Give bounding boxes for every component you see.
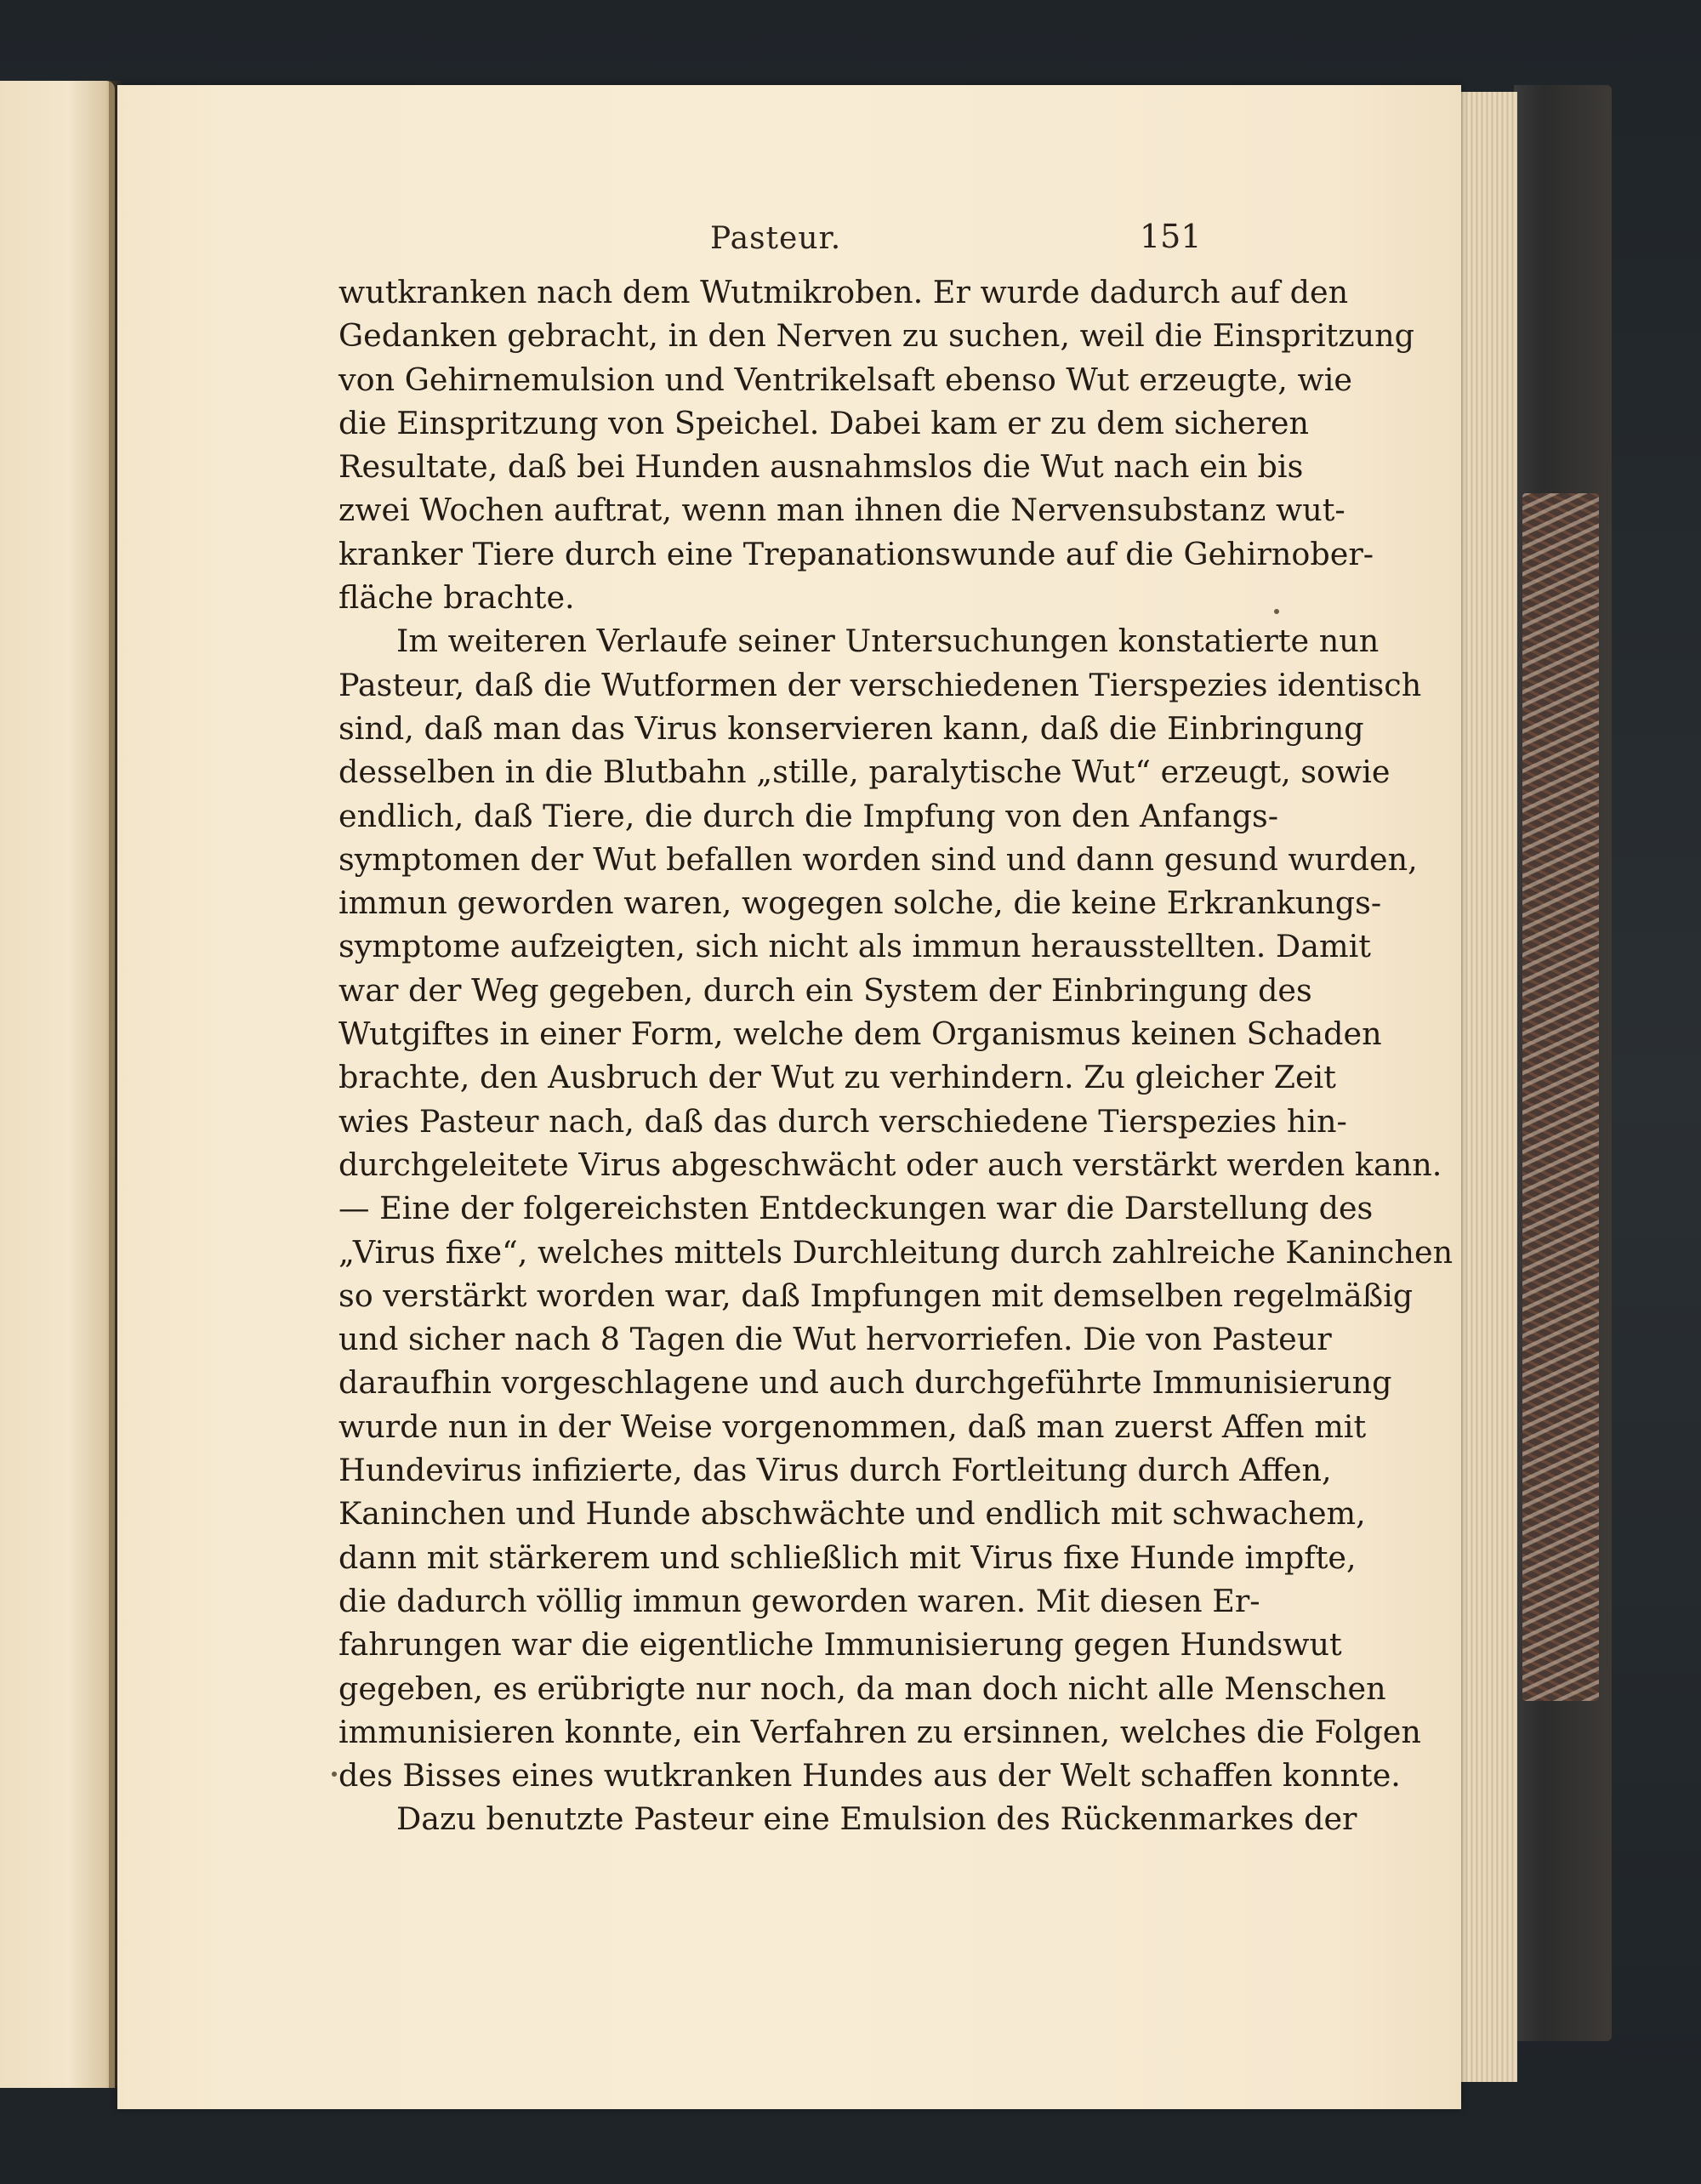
- text-line: Pasteur, daß die Wutformen der verschiedenen Tierspezies identisch: [338, 666, 1422, 703]
- page-number: 151: [1140, 218, 1202, 255]
- text-line: endlich, daß Tiere, die durch die Impfung von den Anfangs-: [338, 797, 1279, 834]
- text-line: symptomen der Wut befallen worden sind und dann gesund wurden,: [338, 840, 1418, 878]
- text-line: von Gehirnemulsion und Ventrikelsaft ebenso Wut erzeugte, wie: [338, 361, 1352, 398]
- text-line: wutkranken nach dem Wutmikroben. Er wurde dadurch auf den: [338, 274, 1349, 310]
- facing-page-edge: [0, 81, 115, 2088]
- page-stack-edges: [1456, 92, 1517, 2082]
- text-line: Hundevirus infizierte, das Virus durch Fortleitung durch Affen,: [338, 1452, 1332, 1489]
- running-head: Pasteur.: [710, 221, 842, 256]
- text-line: die dadurch völlig immun geworden waren. Mit diesen Er-: [338, 1582, 1260, 1619]
- text-line: und sicher nach 8 Tagen die Wut hervorriefen. Die von Pasteur: [338, 1321, 1332, 1358]
- text-line: symptome aufzeigten, sich nicht als immun herausstellten. Damit: [338, 928, 1371, 965]
- text-line: dann mit stärkerem und schließlich mit Virus fixe Hunde impfte,: [338, 1538, 1357, 1576]
- text-line: kranker Tiere durch eine Trepanationswunde auf die Gehirnober-: [338, 535, 1374, 572]
- page-header: [340, 213, 1202, 264]
- text-line: zwei Wochen auftrat, wenn man ihnen die Nervensubstanz wut-: [338, 492, 1345, 529]
- paper-speck: [1274, 609, 1279, 614]
- text-line: durchgeleitete Virus abgeschwächt oder auch verstärkt werden kann.: [338, 1146, 1442, 1183]
- text-line: Wutgiftes in einer Form, welche dem Organismus keinen Schaden: [338, 1015, 1382, 1053]
- text-line: des Bisses eines wutkranken Hundes aus der Welt schaffen konnte.: [338, 1757, 1401, 1794]
- text-line: daraufhin vorgeschlagene und auch durchgeführte Immunisierung: [338, 1364, 1392, 1402]
- text-line: desselben in die Blutbahn „stille, paralytische Wut“ erzeugt, sowie: [338, 754, 1391, 791]
- text-line: Kaninchen und Hunde abschwächte und endlich mit schwachem,: [338, 1495, 1366, 1533]
- marbled-cover-edge: [1522, 493, 1599, 1701]
- text-line: war der Weg gegeben, durch ein System der Einbringung des: [338, 971, 1312, 1009]
- text-line: gegeben, es erübrigte nur noch, da man doch nicht alle Menschen: [338, 1669, 1386, 1707]
- text-line: wurde nun in der Weise vorgenommen, daß man zuerst Affen mit: [338, 1408, 1367, 1445]
- paper-speck: [332, 1772, 337, 1777]
- text-line: wies Pasteur nach, daß das durch verschiedene Tierspezies hin-: [338, 1102, 1347, 1140]
- text-line: Gedanken gebracht, in den Nerven zu suchen, weil die Einspritzung: [338, 317, 1414, 355]
- text-line: Dazu benutzte Pasteur eine Emulsion des Rückenmarkes der: [396, 1800, 1357, 1838]
- text-line: fahrungen war die eigentliche Immunisierung gegen Hundswut: [338, 1626, 1342, 1664]
- text-line: die Einspritzung von Speichel. Dabei kam er zu dem sicheren: [338, 404, 1309, 441]
- body-text: [338, 270, 1454, 1841]
- text-line: fläche brachte.: [338, 579, 575, 617]
- text-line: immunisieren konnte, ein Verfahren zu ersinnen, welches die Folgen: [338, 1713, 1421, 1750]
- text-line: Im weiteren Verlaufe seiner Untersuchungen konstatierte nun: [396, 623, 1380, 660]
- text-line: so verstärkt worden war, daß Impfungen mit demselben regelmäßig: [338, 1277, 1414, 1314]
- text-line: sind, daß man das Virus konservieren kann, daß die Einbringung: [338, 709, 1364, 747]
- text-line: immun geworden waren, wogegen solche, die keine Erkrankungs-: [338, 884, 1382, 922]
- text-line: brachte, den Ausbruch der Wut zu verhindern. Zu gleicher Zeit: [338, 1059, 1336, 1096]
- text-line: „Virus fixe“, welches mittels Durchleitung durch zahlreiche Kaninchen: [338, 1233, 1454, 1271]
- text-line: Resultate, daß bei Hunden ausnahmslos die Wut nach ein bis: [338, 448, 1304, 486]
- text-line: — Eine der folgereichsten Entdeckungen war die Darstellung des: [338, 1190, 1374, 1227]
